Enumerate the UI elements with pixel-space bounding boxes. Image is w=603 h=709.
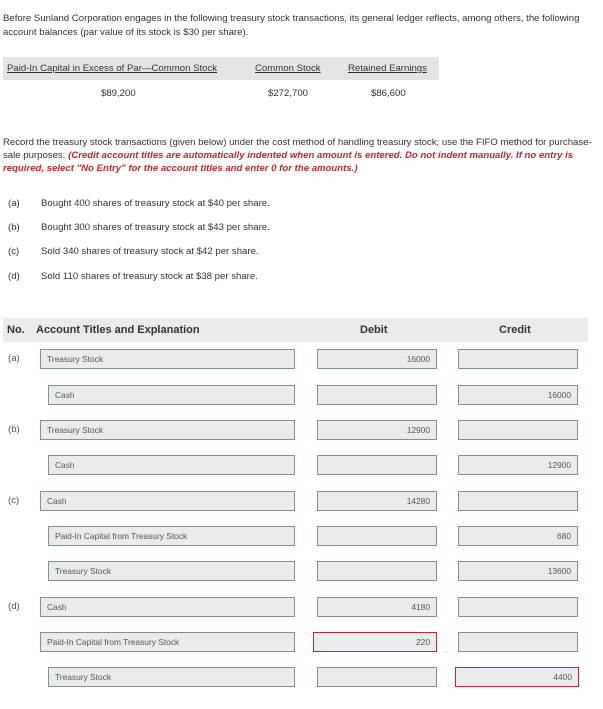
account-title-input[interactable]: Cash (48, 385, 295, 405)
debit-input[interactable]: 12900 (317, 420, 437, 440)
debit-input[interactable] (317, 526, 437, 546)
account-title-input[interactable]: Treasury Stock (40, 349, 295, 369)
credit-input-error[interactable]: 4400 (455, 667, 579, 687)
transaction-text: Sold 340 shares of treasury stock at $42 per share. (41, 246, 259, 257)
header-retained-earnings: Retained Earnings (348, 63, 427, 74)
balances-table (3, 57, 439, 80)
entry-label-b: (b) (8, 424, 20, 435)
account-title-input[interactable]: Treasury Stock (40, 420, 295, 440)
account-title-input[interactable]: Treasury Stock (48, 561, 295, 581)
account-title-input[interactable]: Cash (40, 491, 295, 511)
credit-input[interactable]: 680 (458, 526, 578, 546)
header-paid-in-capital: Paid-In Capital in Excess of Par—Common Stock (7, 63, 218, 74)
credit-input[interactable] (458, 632, 578, 652)
transaction-label: (d) (8, 271, 20, 282)
transaction-label: (b) (8, 222, 20, 233)
account-title-input[interactable]: Treasury Stock (48, 667, 295, 687)
value-common-stock: $272,700 (268, 88, 309, 99)
credit-input[interactable]: 12900 (458, 455, 578, 475)
value-paid-in-capital: $89,200 (101, 88, 136, 99)
header-no: No. (7, 324, 25, 336)
header-credit: Credit (499, 324, 531, 336)
value-retained-earnings: $86,600 (371, 88, 406, 99)
entry-label-a: (a) (8, 353, 20, 364)
credit-input[interactable] (458, 491, 578, 511)
transaction-label: (a) (8, 198, 20, 209)
account-title-input[interactable]: Cash (48, 455, 295, 475)
debit-input[interactable] (317, 385, 437, 405)
instructions-note: (Credit account titles are automatically indented when amount is entered. Do not indent manually. If no entry is required, select "No Entry" for the account titles and enter 0 for the amounts.) (3, 150, 574, 174)
instructions-text: Record the treasury stock transactions (given below) under the cost method of handling treasury stock; use the FIFO method for purchase-sale purposes. (3, 137, 592, 161)
entry-label-c: (c) (8, 495, 20, 506)
header-common-stock: Common Stock (255, 63, 321, 74)
entry-label-d: (d) (8, 601, 20, 612)
account-title-input[interactable]: Cash (40, 597, 295, 617)
account-title-input[interactable]: Paid-In Capital from Treasury Stock (40, 632, 295, 652)
transaction-text: Bought 300 shares of treasury stock at $43 per share. (41, 222, 270, 233)
transaction-text: Bought 400 shares of treasury stock at $40 per share. (41, 198, 270, 209)
debit-input[interactable] (317, 455, 437, 475)
balances-header (3, 57, 439, 80)
header-account-titles: Account Titles and Explanation (36, 324, 200, 336)
credit-input[interactable]: 16000 (458, 385, 578, 405)
instructions (3, 136, 599, 175)
credit-input[interactable]: 13600 (458, 561, 578, 581)
transaction-label: (c) (8, 246, 20, 257)
account-title-input[interactable]: Paid-In Capital from Treasury Stock (48, 526, 295, 546)
header-debit: Debit (360, 324, 388, 336)
transaction-text: Sold 110 shares of treasury stock at $38 per share. (41, 271, 258, 282)
debit-input[interactable]: 16000 (317, 349, 437, 369)
debit-input[interactable] (317, 667, 437, 687)
problem-intro: Before Sunland Corporation engages in the following treasury stock transactions, its general ledger reflects, among others, the following account balances (par value of its stock is $30 per share). (3, 13, 580, 38)
debit-input[interactable] (317, 561, 437, 581)
debit-input[interactable]: 4180 (317, 597, 437, 617)
debit-input-error[interactable]: 220 (313, 632, 437, 652)
credit-input[interactable] (458, 349, 578, 369)
journal-header (3, 318, 588, 342)
credit-input[interactable] (458, 597, 578, 617)
debit-input[interactable]: 14280 (317, 491, 437, 511)
credit-input[interactable] (458, 420, 578, 440)
